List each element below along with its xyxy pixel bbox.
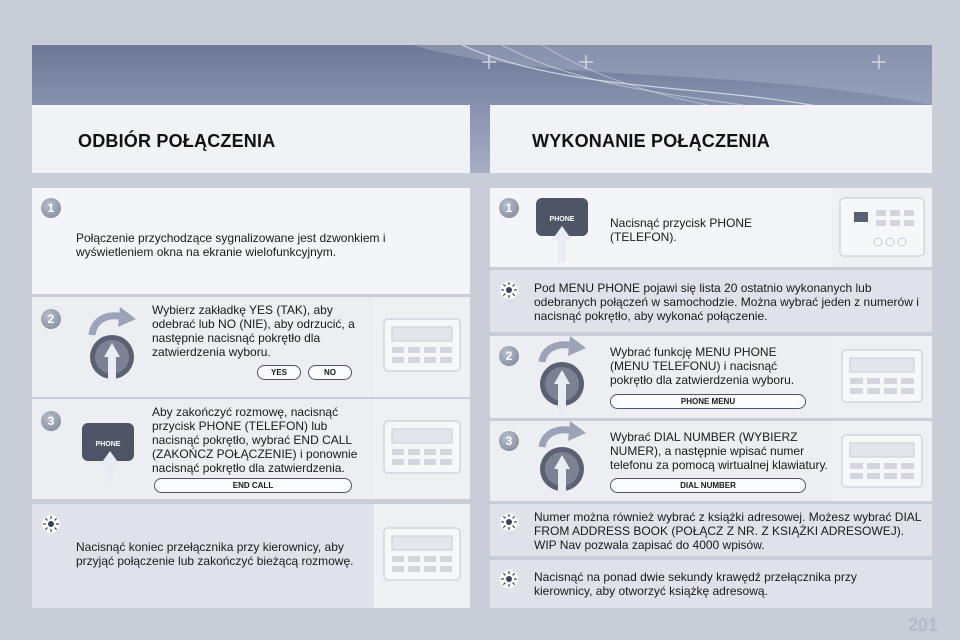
step-number: 1 — [499, 198, 519, 218]
rotary-knob-icon — [530, 336, 600, 418]
step-text: Wybrać funkcję MENU PHONE (MENU TELEFONU) i nacisnąć pokrętło dla zatwierdzenia wyboru. — [610, 345, 795, 387]
tip-text: Nacisnąć koniec przełącznika przy kierownicy, aby przyjąć połączenie lub zakończyć bieżącą rozmowę. — [76, 540, 354, 568]
phone-button-icon — [534, 192, 596, 264]
yes-button[interactable]: YES — [257, 365, 301, 380]
right-tip3-panel — [490, 560, 932, 608]
phone-menu-button[interactable]: PHONE MENU — [610, 394, 806, 409]
no-button[interactable]: NO — [308, 365, 352, 380]
tip-sun-icon — [41, 514, 61, 534]
step-text: Wybrać DIAL NUMBER (WYBIERZ NUMER), a następnie wpisać numer telefonu za pomocą wirtualnej klawiatury. — [610, 430, 828, 472]
radio-unit-image — [374, 504, 470, 608]
left-tip-panel — [32, 504, 470, 608]
dial-number-button[interactable]: DIAL NUMBER — [610, 478, 806, 493]
phone-button-icon — [80, 415, 142, 487]
step-number: 3 — [499, 431, 519, 451]
rotary-knob-icon — [80, 305, 150, 393]
step-number: 1 — [41, 198, 61, 218]
tip-text: Pod MENU PHONE pojawi się lista 20 ostatnio wykonanych lub odebranych połączeń w samochodzie. Można wybrać jeden z numerów i nacisnąć pokrętło, aby wykonać połączenie. — [534, 281, 919, 323]
radio-unit-image — [832, 188, 932, 267]
rotary-knob-icon — [530, 421, 600, 501]
left-step1-panel — [32, 188, 470, 294]
right-title-box — [490, 105, 932, 173]
phone-label: PHONE — [549, 216, 575, 223]
page-number: 201 — [907, 615, 938, 635]
phone-label: PHONE — [95, 441, 121, 448]
section-title-receive: ODBIÓR POŁĄCZENIA — [78, 131, 276, 151]
right-step2-panel — [490, 336, 932, 418]
tip-text: Numer można również wybrać z książki adresowej. Możesz wybrać DIAL FROM ADDRESS BOOK (POŁĄCZ Z NR. Z KSIĄŻKI ADRESOWEJ). WIP Nav pozwala zapisać do 4000 wpisów. — [534, 510, 922, 552]
tip-sun-icon — [499, 569, 519, 589]
end-call-button[interactable]: END CALL — [154, 478, 352, 493]
radio-unit-image — [832, 421, 932, 501]
tip-text: Nacisnąć na ponad dwie sekundy krawędź przełącznika przy kierownicy, aby otworzyć książkę adresową. — [534, 570, 857, 598]
step-number: 3 — [41, 411, 61, 431]
step-number: 2 — [41, 309, 61, 329]
right-tip1-panel — [490, 270, 932, 332]
right-step1-panel — [490, 188, 932, 267]
tip-sun-icon — [499, 512, 519, 532]
radio-unit-image — [374, 399, 470, 499]
section-title-make: WYKONANIE POŁĄCZENIA — [532, 131, 770, 151]
tip-sun-icon — [499, 280, 519, 300]
right-tip2-panel — [490, 504, 932, 556]
step-number: 2 — [499, 346, 519, 366]
radio-unit-image — [374, 297, 470, 397]
right-step3-panel — [490, 421, 932, 501]
step-text: Wybierz zakładkę YES (TAK), aby odebrać lub NO (NIE), aby odrzucić, a następnie nacisnąć pokrętło dla zatwierdzenia wyboru. — [152, 303, 355, 359]
left-title-box — [32, 105, 470, 173]
step-text: Nacisnąć przycisk PHONE (TELEFON). — [610, 216, 753, 244]
radio-unit-image — [832, 336, 932, 418]
step-text: Połączenie przychodzące sygnalizowane jest dzwonkiem i wyświetleniem okna na ekranie wielofunkcyjnym. — [76, 231, 386, 259]
step-text: Aby zakończyć rozmowę, nacisnąć przycisk PHONE (TELEFON) lub nacisnąć pokrętło, wybrać END CALL (ZAKOŃCZ POŁĄCZENIE) i ponownie nacisnąć pokrętło dla zatwierdzenia. — [152, 405, 358, 475]
left-step3-panel — [32, 399, 470, 499]
left-step2-panel — [32, 297, 470, 397]
